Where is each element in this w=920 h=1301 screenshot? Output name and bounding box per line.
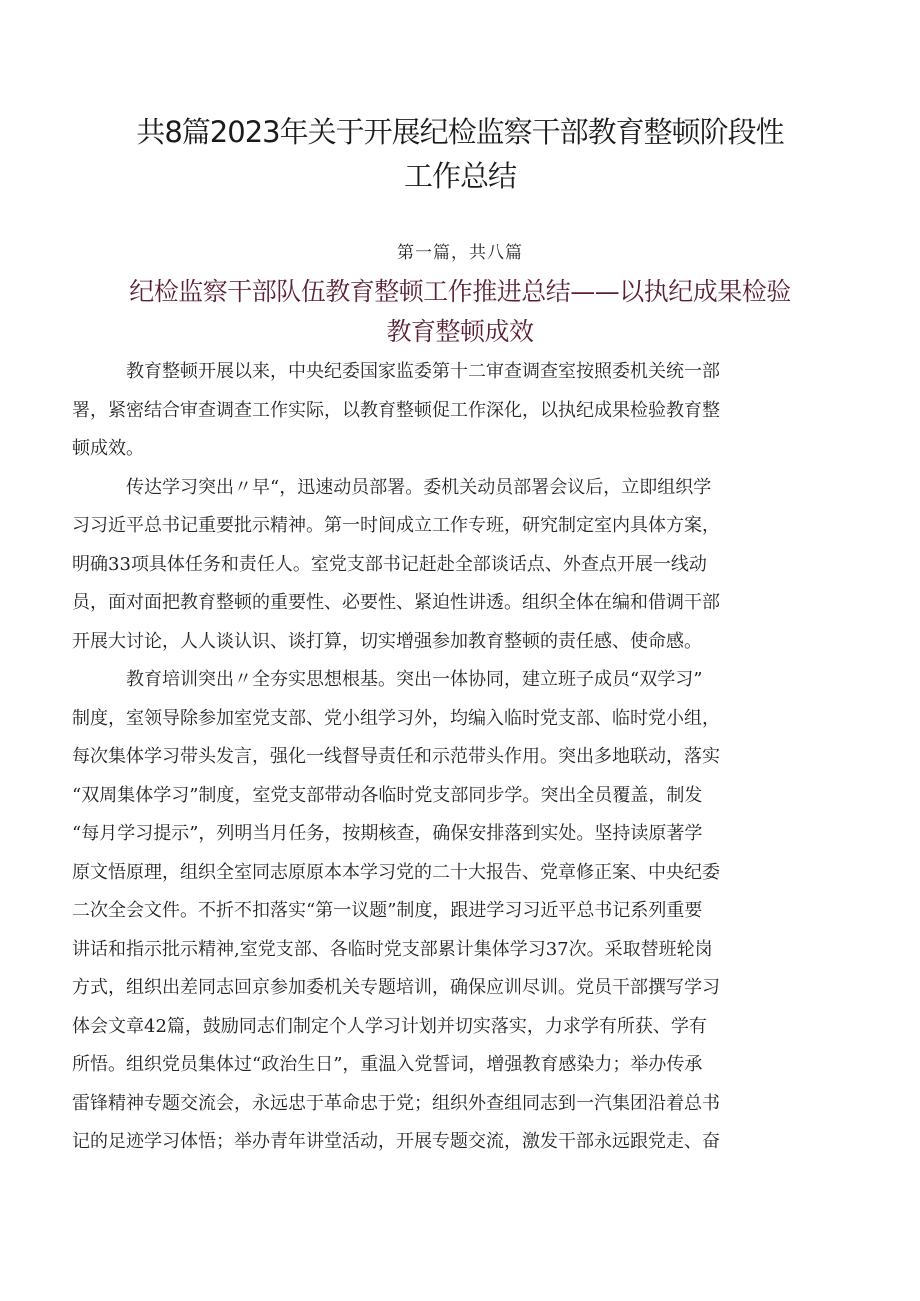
title-line-1: 共8篇2023年关于开展纪检监察干部教育整顿阶段性: [136, 115, 784, 149]
body-line: 记的足迹学习体悟；举办青年讲堂活动，开展专题交流，激发干部永远跟党走、奋: [72, 1131, 720, 1152]
body-text: [72, 353, 852, 1162]
body-line: 习习近平总书记重要批示精神。第一时间成立工作专班，研究制定室内具体方案，: [72, 515, 720, 536]
body-line: 体会文章42篇，鼓励同志们制定个人学习计划并切实落实，力求学有所获、学有: [72, 1015, 707, 1037]
body-line: 所悟。组织党员集体过“政治生日”，重温入党誓词，增强教育感染力；举办传承: [72, 1054, 703, 1075]
body-line: 员，面对面把教育整顿的重要性、必要性、紧迫性讲透。组织全体在编和借调干部: [72, 592, 720, 613]
body-line: 原文悟原理，组织全室同志原原本本学习党的二十大报告、党章修正案、中央纪委: [72, 861, 720, 883]
body-line: 方式，组织出差同志回京参加委机关专题培训，确保应训尽训。党员干部撰写学习: [72, 977, 720, 998]
body-line: “双周集体学习”制度，室党支部带动各临时党支部同步学。突出全员覆盖，制发: [72, 784, 703, 806]
body-line: “每月学习提示”，列明当月任务，按期核查，确保安排落到实处。坚持读原著学: [72, 823, 703, 844]
body-line: 二次全会文件。不折不扣落实“第一议题”制度，跟进学习习近平总书记系列重要: [72, 900, 703, 921]
body-line: 教育培训突出〃全夯实思想根基。突出一体协同，建立班子成员“双学习”: [126, 669, 703, 690]
body-line: 顿成效。: [72, 438, 144, 459]
title-line-2: 工作总结: [403, 159, 516, 193]
section-heading: [100, 272, 820, 352]
section-label: 第一篇，共八篇: [397, 243, 523, 263]
document-title: [110, 110, 810, 198]
body-line: 教育整顿开展以来，中央纪委国家监委第十二审查调查室按照委机关统一部: [126, 361, 720, 382]
section-heading-line-2: 教育整顿成效: [386, 317, 534, 346]
section-heading-line-1: 纪检监察干部队伍教育整顿工作推进总结——以执纪成果检验: [129, 277, 791, 306]
body-line: 明确33项具体任务和责任人。室党支部书记赶赴全部谈话点、外查点开展一线动: [72, 553, 707, 575]
body-line: 开展大讨论，人人谈认识、谈打算，切实增强参加教育整顿的责任感、使命感。: [72, 630, 702, 652]
body-line: 讲话和指示批示精神,室党支部、各临时党支部累计集体学习37次。采取替班轮岗: [72, 938, 713, 960]
body-line: 制度，室领导除参加室党支部、党小组学习外，均编入临时党支部、临时党小组，: [72, 707, 720, 729]
body-line: 传达学习突出〃早“，迅速动员部署。委机关动员部署会议后，立即组织学: [126, 476, 712, 498]
body-line: 每次集体学习带头发言，强化一线督导责任和示范带头作用。突出多地联动，落实: [72, 746, 720, 767]
body-line: 署，紧密结合审查调查工作实际，以教育整顿促工作深化，以执纪成果检验教育整: [72, 399, 720, 421]
body-line: 雷锋精神专题交流会，永远忠于革命忠于党；组织外查组同志到一汽集团沿着总书: [72, 1092, 720, 1114]
